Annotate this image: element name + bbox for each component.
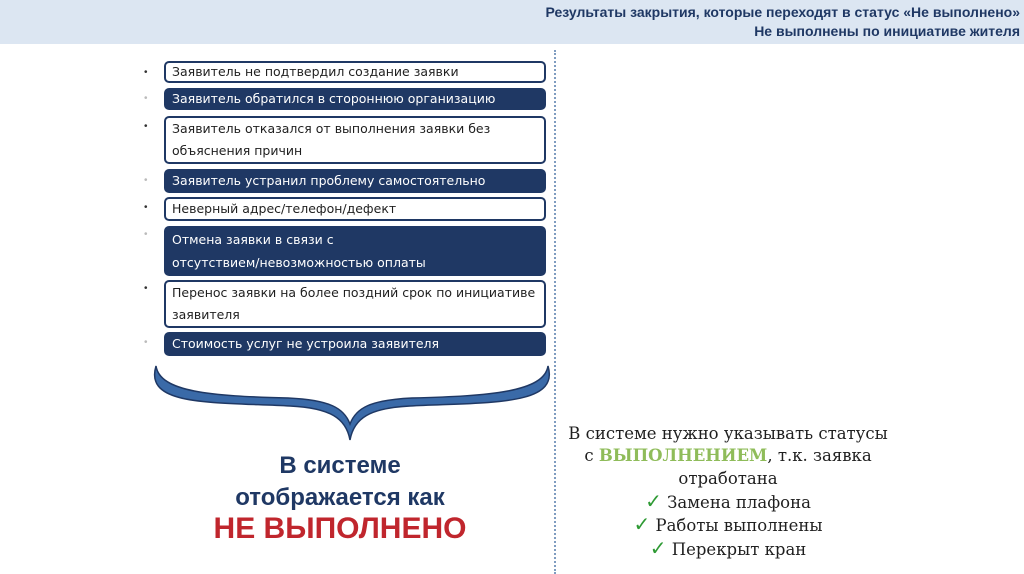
list-item [164, 280, 546, 328]
list-item-text: Заявитель отказался от выполнения заявки без [172, 121, 491, 136]
caption-status: НЕ ВЫПОЛНЕНО [213, 512, 467, 545]
list-item [164, 169, 546, 193]
list-item [164, 61, 546, 83]
check-item [558, 536, 898, 560]
right-line-2-suffix: , т.к. заявка [767, 446, 872, 465]
bullet-2: • [144, 93, 148, 104]
check-item-text: Работы выполнены [655, 516, 823, 535]
list-item-text: Перенос заявки на более поздний срок по инициативе [172, 285, 536, 300]
check-item-text: Замена плафона [667, 493, 811, 512]
caption-line-2: отображается как [235, 484, 445, 511]
bullet-5: • [144, 202, 148, 213]
right-line-2-prefix: с [584, 446, 599, 465]
list-item-text: заявителя [172, 307, 240, 322]
slide-title: Результаты закрытия, которые переходят в статус «Не выполнено» [545, 4, 1020, 20]
bullet-6: • [144, 229, 148, 240]
list-item-text: Неверный адрес/телефон/дефект [172, 201, 397, 216]
dotted-divider [554, 50, 556, 574]
bullet-1: • [144, 67, 148, 78]
slide-header [0, 0, 1024, 44]
bullet-4: • [144, 175, 148, 186]
list-item [164, 332, 546, 356]
bullet-8: • [144, 337, 148, 348]
bullet-7: • [144, 283, 148, 294]
list-item-text: Заявитель устранил проблему самостоятельно [172, 173, 486, 188]
list-item-text: Стоимость услуг не устроила заявителя [172, 336, 440, 351]
list-item [164, 88, 546, 110]
brace-shape [155, 366, 550, 440]
list-item [164, 116, 546, 164]
list-item [164, 197, 546, 221]
list-item-text: объяснения причин [172, 143, 303, 158]
check-item [558, 512, 898, 536]
check-item-text: Перекрыт кран [671, 540, 807, 559]
bullet-3: • [144, 121, 148, 132]
slide-subtitle: Не выполнены по инициативе жителя [754, 23, 1020, 39]
list-item-text: отсутствием/невозможностью оплаты [172, 255, 426, 270]
curly-brace [150, 362, 554, 444]
checkmark-icon: ✓ [633, 512, 651, 536]
right-line-3: отработана [678, 469, 778, 488]
caption-line-1: В системе [279, 452, 401, 479]
list-item-text: Отмена заявки в связи с [172, 232, 334, 247]
list-item-text: Заявитель не подтвердил создание заявки [172, 64, 459, 79]
right-line-2 [558, 446, 898, 465]
list-item-text: Заявитель обратился в стороннюю организацию [172, 91, 496, 106]
status-accent: ВЫПОЛНЕНИЕМ [598, 446, 768, 465]
checkmark-icon: ✓ [649, 536, 667, 560]
right-line-1: В системе нужно указывать статусы [568, 424, 888, 443]
check-item [558, 489, 898, 513]
checkmark-icon: ✓ [645, 489, 662, 513]
list-item [164, 226, 546, 276]
